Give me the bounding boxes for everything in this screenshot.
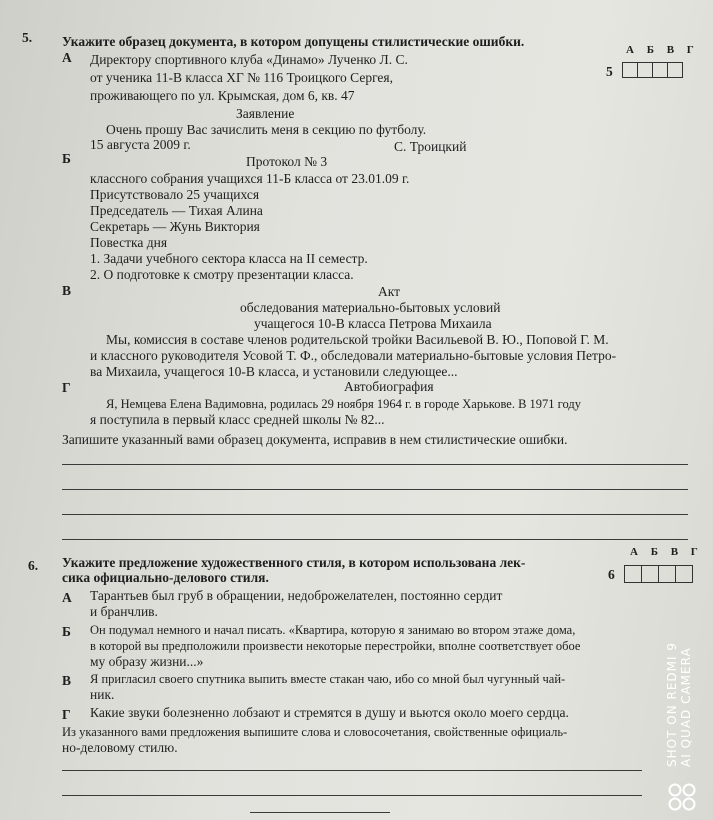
task5-option-a-letter: А [62,50,72,65]
task5-option-b-line4: Секретарь — Жунь Виктория [90,219,260,234]
task6-option-a-line1: Тарантьев был груб в обращении, недоброжелателен, постоянно сердит [90,588,503,603]
task5-answer-cell-a[interactable] [622,62,638,78]
task5-option-b-line3: Председатель — Тихая Алина [90,203,263,218]
camera-lens-icon [667,782,697,812]
task6-option-a-letter: А [62,590,72,605]
task6-option-v-line1: Я пригласил своего спутника выпить вместе стакан чаю, ибо со мной был чугунный чай- [90,672,566,686]
task5-answer-number: 5 [606,64,613,79]
task6-answer-cell-b[interactable] [641,565,659,583]
task5-option-a-title: Заявление [236,106,295,121]
task6-answer-box[interactable] [625,565,693,583]
task6-option-b-letter: Б [62,624,71,639]
task5-answer-line-2[interactable] [62,489,688,490]
task6-answer-number: 6 [608,567,615,582]
task5-option-b-line7: 2. О подготовке к смотру презентации класса. [90,267,354,282]
task6-answer-letters: А Б В Г [630,546,703,558]
task5-option-v-line5: ва Михаила, учащегося 10-В класса, и установили следующее... [90,364,458,379]
watermark-line1: SHOT ON REDMI 9 [665,642,679,767]
task5-option-g-title: Автобиография [344,379,434,394]
task6-option-g-letter: Г [62,707,71,722]
task5-instruction: Запишите указанный вами образец документа, исправив в нем стилистические ошибки. [62,432,568,447]
task5-answer-cell-g[interactable] [667,62,683,78]
task5-option-v-letter: В [62,283,72,298]
task5-answer-line-4[interactable] [62,539,688,540]
task5-option-b-line5: Повестка дня [90,235,168,250]
task5-option-g-line2: я поступила в первый класс средней школы № 82... [90,412,385,427]
task5-answer-cell-b[interactable] [637,62,653,78]
task6-answer-line-1[interactable] [62,770,642,771]
task6-answer-line-3[interactable] [250,812,390,813]
watermark-text [665,642,693,767]
task5-option-a-line3: проживающего по ул. Крымская, дом 6, кв. 47 [90,88,355,103]
task5-option-b-title: Протокол № 3 [246,154,328,169]
task5-option-v-title: Акт [378,284,401,299]
task5-option-b-line2: Присутствовало 25 учащихся [90,187,260,202]
task5-question: Укажите образец документа, в котором допущены стилистические ошибки. [62,34,525,49]
task5-answer-box[interactable] [623,62,683,78]
task6-option-v-line2: ник. [90,687,115,702]
camera-watermark [655,642,705,812]
task6-option-b-line1: Он подумал немного и начал писать. «Квартира, которую я занимаю во втором этаже дома, [90,623,576,637]
task6-answer-cell-v[interactable] [658,565,676,583]
task5-option-a-signature: С. Троицкий [394,139,467,154]
task5-option-a-line4: Очень прошу Вас зачислить меня в секцию по футболу. [106,122,427,137]
task5-option-b-line1: классного собрания учащихся 11-Б класса от 23.01.09 г. [90,171,410,186]
task5-option-b-line6: 1. Задачи учебного сектора класса на II семестр. [90,251,368,266]
task5-option-a-date: 15 августа 2009 г. [90,137,191,152]
task6-option-v-letter: В [62,673,72,688]
task6-option-a-line2: и бранчлив. [90,604,158,619]
task5-option-v-line2: учащегося 10-В класса Петрова Михаила [254,316,492,331]
task5-number: 5. [22,30,33,45]
task6-option-b-line3: му образу жизни...» [90,654,204,669]
task6-answer-cell-a[interactable] [624,565,642,583]
task6-option-b-line2: в которой вы предположили произвести некоторые перестройки, вполне соответствует обое [90,639,581,653]
task5-option-v-line1: обследования материально-бытовых условий [240,300,501,315]
task6-instruction-line2: но-деловому стилю. [62,740,178,755]
task5-option-a-line1: Директору спортивного клуба «Динамо» Лученко Л. С. [90,52,408,67]
task5-answer-line-3[interactable] [62,514,688,515]
task5-option-v-line3: Мы, комиссия в составе членов родительской тройки Васильевой В. Ю., Поповой Г. М. [106,332,609,347]
task5-option-a-line2: от ученика 11-В класса ХГ № 116 Троицкого Сергея, [90,70,394,85]
task5-option-v-line4: и классного руководителя Усовой Т. Ф., обследовали материально-бытовые условия Петро- [90,348,617,363]
task6-answer-cell-g[interactable] [675,565,693,583]
task6-answer-line-2[interactable] [62,795,642,796]
task5-option-g-letter: Г [62,380,71,395]
task6-instruction-line1: Из указанного вами предложения выпишите слова и словосочетания, свойственные официаль- [62,725,568,739]
task6-question-line2: сика официально-делового стиля. [62,570,269,585]
task5-answer-line-1[interactable] [62,464,688,465]
watermark-line2: AI QUAD CAMERA [679,647,693,767]
task6-question-line1: Укажите предложение художественного стиля, в котором использована лек- [62,555,526,570]
task6-number: 6. [28,558,39,573]
task6-option-g-line1: Какие звуки болезненно лобзают и стремятся в душу и вьются около моего сердца. [90,705,569,720]
task5-answer-cell-v[interactable] [652,62,668,78]
task5-option-b-letter: Б [62,151,71,166]
task5-option-g-line1: Я, Немцева Елена Вадимовна, родилась 29 ноября 1964 г. в городе Харькове. В 1971 году [106,397,581,411]
task5-answer-letters: А Б В Г [626,44,699,56]
